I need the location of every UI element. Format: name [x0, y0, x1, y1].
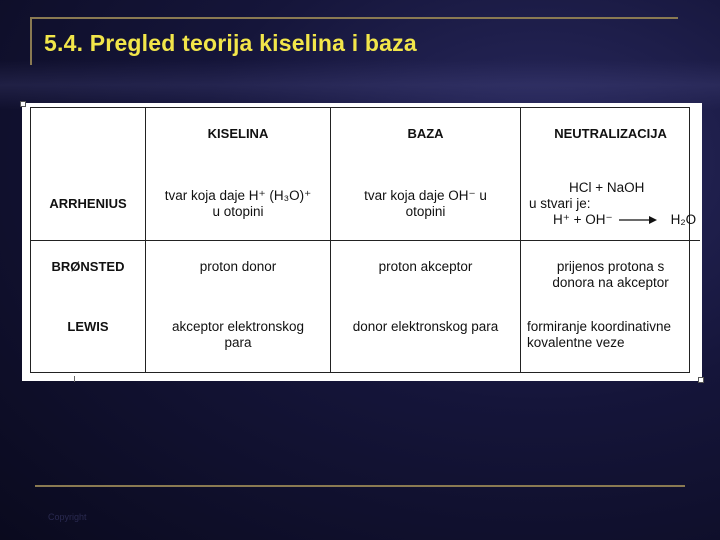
header-empty — [31, 108, 146, 168]
header-acid: KISELINA — [146, 108, 331, 168]
lewis-acid — [146, 301, 331, 372]
lewis-neutralization — [521, 301, 700, 372]
selection-handle — [20, 101, 26, 107]
bronsted-neutralization-line: donora na akceptor — [552, 275, 669, 291]
header-base: BAZA — [331, 108, 521, 168]
acid-base-table-image — [22, 103, 702, 381]
lewis-neutralization-line: formiranje koordinativne — [527, 319, 672, 334]
image-anchor-mark — [74, 376, 75, 382]
left-rule — [30, 17, 32, 65]
ionic-equation — [529, 212, 696, 228]
slide-title: 5.4. Pregled teorija kiselina i baza — [44, 30, 417, 56]
reaction-arrow-icon — [619, 215, 657, 225]
footer-note: Copyright — [48, 512, 87, 522]
row-label-bronsted: BRØNSTED — [31, 241, 146, 301]
bottom-rule — [35, 485, 685, 487]
row-label-lewis: LEWIS — [31, 301, 146, 372]
lewis-base: donor elektronskog para — [331, 301, 521, 372]
arrhenius-acid-line: tvar koja daje H⁺ (H₃O)⁺ — [164, 187, 312, 203]
arrhenius-base-line: tvar koja daje OH⁻ u — [364, 187, 487, 203]
theory-table — [30, 107, 697, 373]
bronsted-neutralization — [521, 241, 700, 301]
bronsted-acid: proton donor — [146, 241, 331, 301]
arrhenius-neutralization — [521, 168, 700, 241]
ionic-product: H₂O — [670, 212, 697, 228]
arrhenius-acid-line: u otopini — [212, 204, 264, 219]
selection-handle — [698, 377, 704, 383]
row-label-arrhenius: ARRHENIUS — [31, 168, 146, 241]
ionic-reactants: H⁺ + OH⁻ — [553, 212, 613, 228]
bronsted-neutralization-line: prijenos protona s — [556, 259, 665, 274]
neutralization-note: u stvari je: — [529, 195, 591, 211]
arrhenius-acid — [146, 168, 331, 241]
neutralization-equation: HCl + NaOH — [569, 179, 645, 195]
header-neutralization: NEUTRALIZACIJA — [554, 126, 667, 141]
lewis-acid-line: para — [224, 335, 252, 351]
lewis-acid-line: akceptor elektronskog — [171, 319, 305, 334]
bronsted-base: proton akceptor — [331, 241, 521, 301]
arrhenius-base — [331, 168, 521, 241]
arrhenius-base-line: otopini — [405, 204, 446, 219]
lewis-neutralization-line: kovalentne veze — [527, 335, 625, 351]
top-rule — [30, 17, 678, 19]
